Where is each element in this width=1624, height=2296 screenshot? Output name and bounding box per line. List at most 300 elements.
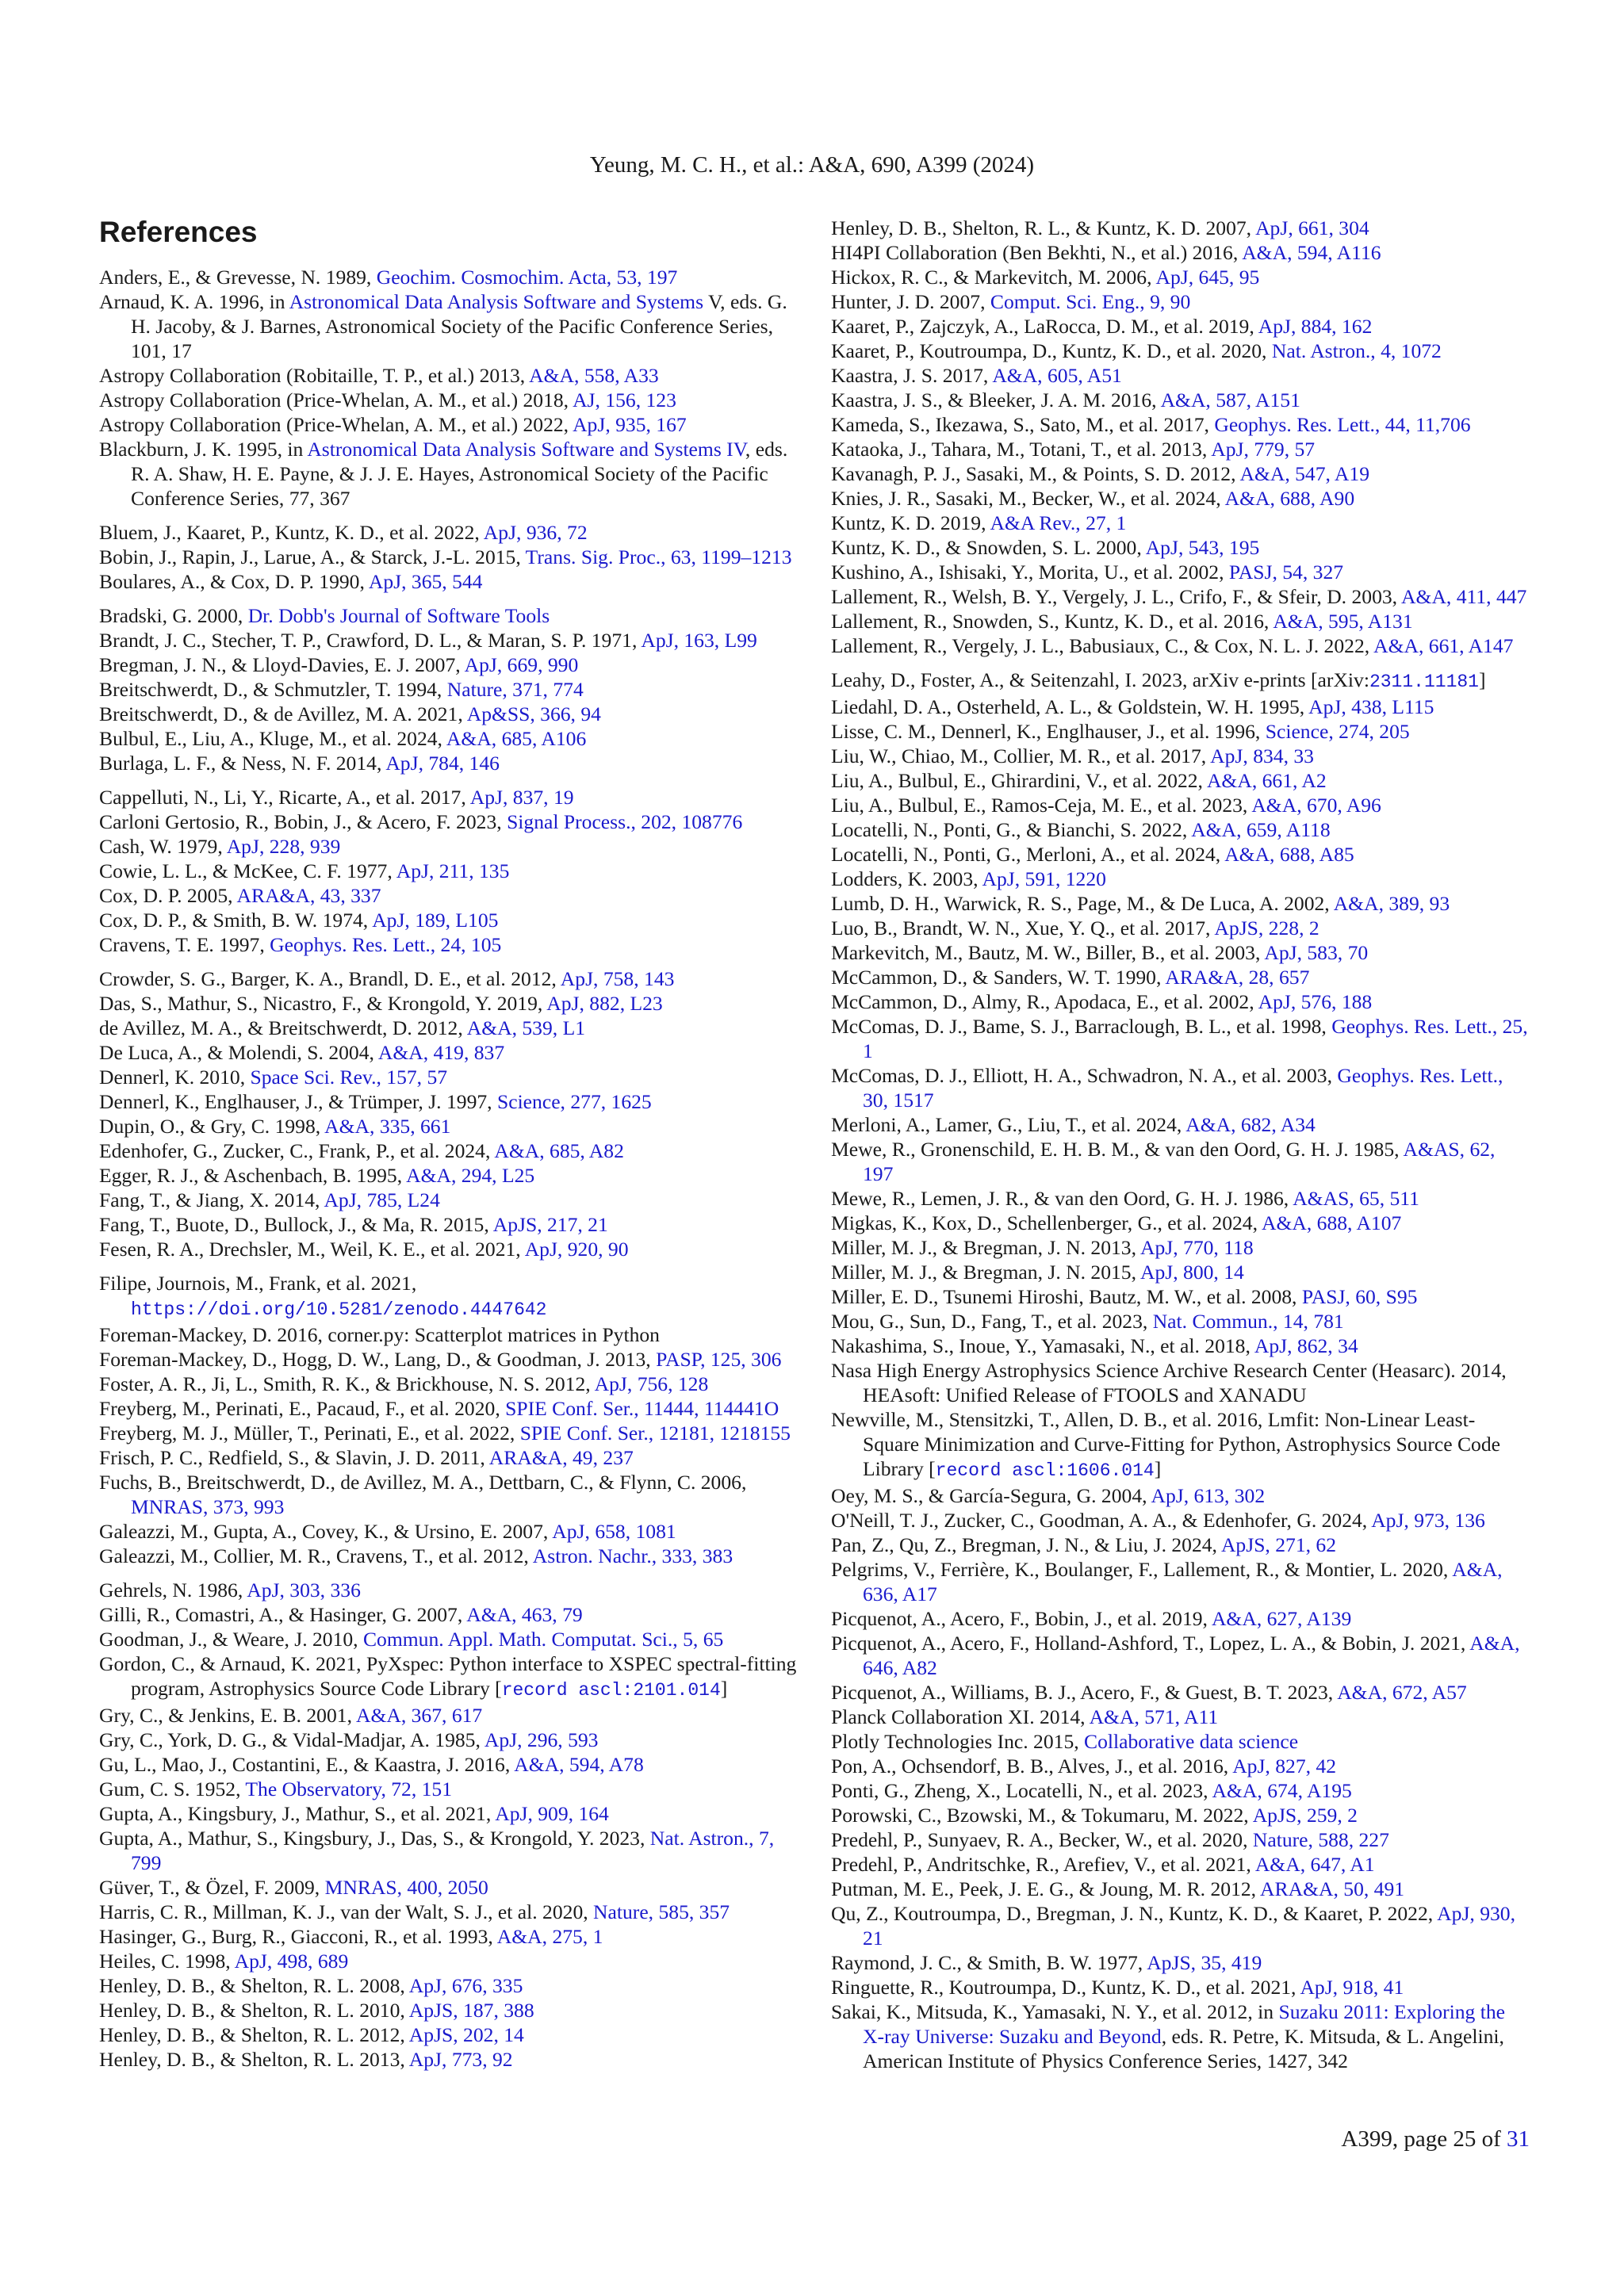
reference-link[interactable]: A&A, 685, A82 [494, 1139, 624, 1162]
reference-text: Gupta, A., Mathur, S., Kingsbury, J., Das, S., & Krongold, Y. 2023, [99, 1827, 650, 1850]
reference-text: Filipe, Journois, M., Frank, et al. 2021, [99, 1272, 417, 1295]
reference-link[interactable]: ApJ, 773, 92 [408, 2048, 513, 2071]
reference-link[interactable]: ApJ, 827, 42 [1232, 1755, 1337, 1777]
reference-link[interactable]: Nat. Commun., 14, 781 [1152, 1310, 1344, 1333]
reference-entry [831, 1260, 1529, 1284]
reference-link[interactable]: AJ, 156, 123 [573, 388, 676, 411]
reference-text: Henley, D. B., Shelton, R. L., & Kuntz, K. D. 2007, [831, 216, 1256, 239]
reference-text: Pon, A., Ochsendorf, B. B., Alves, J., et al. 2016, [831, 1755, 1233, 1777]
reference-link[interactable]: ARA&A, 50, 491 [1260, 1877, 1405, 1900]
reference-entry [831, 437, 1529, 461]
reference-link[interactable]: SPIE Conf. Ser., 12181, 1218155 [519, 1422, 791, 1445]
reference-link[interactable]: Astronomical Data Analysis Software and Systems [289, 290, 704, 313]
reference-text: Dennerl, K. 2010, [99, 1066, 251, 1089]
reference-link[interactable]: ApJS, 187, 388 [408, 1999, 534, 2022]
reference-text: Newville, M., Stensitzki, T., Allen, D. B., et al. 2016, Lmfit: Non-Linear Least-Square Minimization and Curve-Fitting for Python, Astrophysics Source Code Library [ [831, 1408, 1500, 1480]
reference-entry [99, 1421, 797, 1445]
reference-link[interactable]: A&A, 605, A51 [992, 364, 1122, 387]
reference-link[interactable]: record ascl:1606.014 [935, 1460, 1155, 1481]
reference-link[interactable]: ApJ, 661, 304 [1255, 216, 1369, 239]
reference-link[interactable]: MNRAS, 373, 993 [131, 1495, 285, 1518]
reference-entry [99, 1998, 797, 2022]
reference-link[interactable]: ApJ, 591, 1220 [982, 867, 1106, 890]
reference-text: Miller, M. J., & Bregman, J. N. 2015, [831, 1261, 1140, 1284]
reference-entry [831, 1309, 1529, 1334]
reference-entry [99, 1801, 797, 1826]
reference-link[interactable]: ApJ, 543, 195 [1145, 536, 1260, 559]
reference-text: Breitschwerdt, D., & Schmutzler, T. 1994, [99, 678, 447, 701]
reference-entry [831, 363, 1529, 388]
reference-link[interactable]: A&A, 672, A57 [1337, 1681, 1467, 1704]
reference-entry [831, 965, 1529, 989]
reference-entry [99, 2022, 797, 2047]
reference-link[interactable]: ApJ, 658, 1081 [552, 1520, 676, 1543]
reference-text: Cappelluti, N., Li, Y., Ricarte, A., et al. 2017, [99, 786, 470, 809]
reference-link[interactable]: Nat. Astron., 7, 799 [131, 1827, 775, 1874]
reference-text: Henley, D. B., & Shelton, R. L. 2010, [99, 1999, 409, 2022]
reference-link[interactable]: A&A, 688, A107 [1262, 1211, 1402, 1234]
reference-text: Cowie, L. L., & McKee, C. F. 1977, [99, 859, 396, 882]
reference-link[interactable]: ApJ, 669, 990 [464, 653, 579, 676]
reference-link[interactable]: ApJ, 800, 14 [1139, 1261, 1244, 1284]
reference-text: Galeazzi, M., Gupta, A., Covey, K., & Ursino, E. 2007, [99, 1520, 553, 1543]
reference-link[interactable]: ApJ, 189, L105 [372, 909, 499, 932]
reference-entry [831, 1729, 1529, 1754]
reference-text: Boulares, A., & Cox, D. P. 1990, [99, 570, 369, 593]
reference-text: Cash, W. 1979, [99, 835, 227, 858]
reference-text: Markevitch, M., Bautz, M. W., Biller, B., et al. 2003, [831, 941, 1265, 964]
reference-entry [831, 768, 1529, 793]
reference-link[interactable]: Collaborative data science [1084, 1730, 1299, 1753]
reference-link[interactable]: ApJ, 228, 939 [226, 835, 341, 858]
reference-entry [99, 628, 797, 652]
reference-entry [831, 412, 1529, 437]
reference-text: Liu, A., Bulbul, E., Ramos-Ceja, M. E., et al. 2023, [831, 794, 1252, 817]
reference-link[interactable]: https://doi.org/10.5281/zenodo.4447642 [131, 1299, 547, 1320]
reference-link[interactable]: Science, 274, 205 [1265, 720, 1410, 743]
reference-entry [99, 363, 797, 388]
reference-link[interactable]: Commun. Appl. Math. Computat. Sci., 5, 65 [362, 1628, 724, 1651]
reference-link[interactable]: Geochim. Cosmochim. Acta, 53, 197 [376, 266, 678, 289]
reference-link[interactable]: MNRAS, 400, 2050 [324, 1876, 488, 1899]
reference-link[interactable]: A&A, 463, 79 [466, 1603, 583, 1626]
reference-link[interactable]: ApJS, 259, 2 [1252, 1804, 1358, 1827]
reference-text: Anders, E., & Grevesse, N. 1989, [99, 266, 377, 289]
reference-link[interactable]: A&A, 685, A106 [446, 727, 587, 750]
running-head: Yeung, M. C. H., et al.: A&A, 690, A399 (2024) [589, 152, 1035, 178]
reference-text: Pan, Z., Qu, Z., Bregman, J. N., & Liu, J. 2024, [831, 1533, 1221, 1556]
reference-entry [831, 633, 1529, 658]
reference-entry [99, 265, 797, 289]
reference-text: Cravens, T. E. 1997, [99, 933, 270, 956]
reference-entry [831, 560, 1529, 584]
reference-link[interactable]: Nat. Astron., 4, 1072 [1271, 339, 1442, 362]
reference-link[interactable]: Astron. Nachr., 333, 383 [532, 1544, 733, 1567]
reference-link[interactable]: A&A, 594, A116 [1242, 241, 1381, 264]
reference-text: Nasa High Energy Astrophysics Science Archive Research Center (Heasarc). 2014, HEAsoft: Unified Release of FTOOLS and XANADU [831, 1359, 1507, 1406]
reference-link[interactable]: A&AS, 65, 511 [1293, 1187, 1419, 1210]
reference-link[interactable]: ApJ, 784, 146 [385, 752, 500, 775]
reference-link[interactable]: ApJ, 973, 136 [1371, 1509, 1485, 1532]
reference-link[interactable]: A&A, 682, A34 [1185, 1113, 1316, 1136]
reference-text: Locatelli, N., Ponti, G., & Bianchi, S. 2022, [831, 818, 1192, 841]
reference-link[interactable]: ApJS, 202, 14 [408, 2023, 524, 2046]
reference-text: Foreman-Mackey, D. 2016, corner.py: Scatterplot matrices in Python [99, 1323, 660, 1346]
reference-text: Plotly Technologies Inc. 2015, [831, 1730, 1085, 1753]
reference-link[interactable]: A&A Rev., 27, 1 [990, 511, 1127, 534]
reference-link[interactable]: SPIE Conf. Ser., 11444, 114441O [505, 1397, 779, 1420]
reference-text: Fesen, R. A., Drechsler, M., Weil, K. E., et al. 2021, [99, 1238, 525, 1261]
reference-text: Liu, W., Chiao, M., Collier, M. R., et al. 2017, [831, 744, 1211, 767]
reference-text: Blackburn, J. K. 1995, in [99, 438, 308, 461]
reference-link[interactable]: A&A, 659, A118 [1191, 818, 1331, 841]
reference-text: Cox, D. P. 2005, [99, 884, 237, 907]
reference-entry [831, 1827, 1529, 1852]
reference-entry [831, 1186, 1529, 1211]
reference-link[interactable]: Geophys. Res. Lett., 44, 11,706 [1214, 413, 1471, 436]
reference-text: Merloni, A., Lamer, G., Liu, T., et al. 2024, [831, 1113, 1186, 1136]
reference-entry [831, 1778, 1529, 1803]
reference-entry [99, 1271, 797, 1322]
reference-link[interactable]: ApJ, 918, 41 [1300, 1976, 1404, 1999]
reference-entry [99, 1040, 797, 1065]
reference-link[interactable]: ApJS, 35, 419 [1147, 1951, 1262, 1974]
reference-text: Sakai, K., Mitsuda, K., Yamasaki, N. Y., et al. 2012, in [831, 2000, 1279, 2023]
reference-link[interactable]: The Observatory, 72, 151 [245, 1777, 453, 1800]
reference-entry [831, 793, 1529, 817]
reference-text: Astropy Collaboration (Price-Whelan, A. M., et al.) 2018, [99, 388, 573, 411]
reference-entry [99, 1372, 797, 1396]
reference-link[interactable]: Nature, 585, 357 [593, 1900, 730, 1923]
reference-text: Planck Collaboration XI. 2014, [831, 1705, 1090, 1728]
reference-text: Brandt, J. C., Stecher, T. P., Crawford, D. L., & Maran, S. P. 1971, [99, 629, 642, 652]
reference-text: Mou, G., Sun, D., Fang, T., et al. 2023, [831, 1310, 1153, 1333]
reference-text: Crowder, S. G., Barger, K. A., Brandl, D. E., et al. 2012, [99, 967, 561, 990]
reference-link[interactable]: ApJ, 920, 90 [524, 1238, 629, 1261]
reference-entry [831, 1508, 1529, 1533]
reference-link[interactable]: ApJS, 271, 62 [1220, 1533, 1337, 1556]
reference-link[interactable]: A&A, 419, 837 [377, 1041, 505, 1064]
reference-entry [831, 1852, 1529, 1877]
reference-link[interactable]: A&A, 558, A33 [529, 364, 659, 387]
reference-text: Henley, D. B., & Shelton, R. L. 2008, [99, 1974, 409, 1997]
reference-entry [99, 1544, 797, 1568]
reference-entry [99, 520, 797, 545]
reference-link[interactable]: Trans. Sig. Proc., 63, 1199–1213 [525, 545, 792, 568]
total-pages-link[interactable]: 31 [1507, 2126, 1530, 2152]
reference-entry [99, 1016, 797, 1040]
reference-link[interactable]: Geophys. Res. Lett., 24, 105 [270, 933, 502, 956]
reference-text: Egger, R. J., & Aschenbach, B. 1995, [99, 1164, 407, 1187]
reference-link[interactable]: ApJ, 303, 336 [247, 1578, 361, 1601]
reference-text: Gilli, R., Comastri, A., & Hasinger, G. 2007, [99, 1603, 467, 1626]
reference-link[interactable]: ApJ, 583, 70 [1264, 941, 1369, 964]
reference-link[interactable]: A&AS, 62, 197 [863, 1138, 1496, 1185]
reference-entry [99, 437, 797, 511]
reference-entry [99, 1322, 797, 1347]
reference-text: Bulbul, E., Liu, A., Kluge, M., et al. 2024, [99, 727, 446, 750]
reference-text-tail: ] [1154, 1457, 1162, 1480]
reference-entry [99, 1396, 797, 1421]
reference-entry [99, 1627, 797, 1651]
reference-text: Lallement, R., Snowden, S., Kuntz, K. D., et al. 2016, [831, 610, 1274, 633]
reference-text: Kameda, S., Ikezawa, S., Sato, M., et al. 2017, [831, 413, 1215, 436]
reference-link[interactable]: A&A, 587, A151 [1160, 388, 1300, 411]
reference-entry [99, 859, 797, 883]
reference-link[interactable]: record ascl:2101.014 [501, 1680, 721, 1701]
reference-link[interactable]: ARA&A, 49, 237 [488, 1446, 634, 1469]
reference-link[interactable]: Geophys. Res. Lett., 25, 1 [863, 1015, 1528, 1062]
reference-text: Bobin, J., Rapin, J., Larue, A., & Starck, J.-L. 2015, [99, 545, 526, 568]
reference-link[interactable]: ARA&A, 28, 657 [1165, 966, 1310, 989]
reference-entry [831, 609, 1529, 633]
reference-link[interactable]: A&A, 670, A96 [1251, 794, 1381, 817]
reference-text-tail: , eds. R. A. Shaw, H. E. Payne, & J. J. E. Hayes, Astronomical Society of the Pacific Conference Series, 77, 367 [131, 438, 788, 510]
reference-link[interactable]: ApJS, 228, 2 [1214, 916, 1320, 939]
reference-link[interactable]: A&A, 367, 617 [355, 1704, 483, 1727]
reference-text: Foreman-Mackey, D., Hogg, D. W., Lang, D., & Goodman, J. 2013, [99, 1348, 657, 1371]
reference-text: Kuntz, K. D. 2019, [831, 511, 990, 534]
reference-entry [99, 1212, 797, 1237]
reference-link[interactable]: ApJ, 296, 593 [484, 1728, 599, 1751]
reference-entry [831, 668, 1529, 695]
reference-link[interactable]: A&A, 547, A19 [1239, 462, 1369, 485]
reference-entry [831, 388, 1529, 412]
reference-text: Raymond, J. C., & Smith, B. W. 1977, [831, 1951, 1147, 1974]
reference-text: Dupin, O., & Gry, C. 1998, [99, 1115, 325, 1138]
reference-link[interactable]: A&A, 674, A195 [1212, 1779, 1352, 1802]
reference-entry [99, 908, 797, 932]
reference-text: McCammon, D., Almy, R., Apodaca, E., et al. 2002, [831, 990, 1258, 1013]
reference-link[interactable]: ApJ, 936, 72 [483, 521, 588, 544]
references-right-column [831, 216, 1529, 2073]
reference-text: Henley, D. B., & Shelton, R. L. 2012, [99, 2023, 409, 2046]
reference-entry [99, 1728, 797, 1752]
reference-link[interactable]: ApJ, 576, 188 [1258, 990, 1373, 1013]
reference-entry [831, 1483, 1529, 1508]
reference-link[interactable]: ApJ, 756, 128 [594, 1372, 709, 1395]
reference-entry [99, 1703, 797, 1728]
reference-link[interactable]: PASJ, 60, S95 [1301, 1285, 1418, 1308]
reference-link[interactable]: A&A, 595, A131 [1273, 610, 1413, 633]
reference-link[interactable]: ApJ, 645, 95 [1155, 266, 1260, 289]
reference-text: Predehl, P., Sunyaev, R. A., Becker, W., et al. 2020, [831, 1828, 1253, 1851]
reference-entry [831, 1606, 1529, 1631]
reference-text: Liu, A., Bulbul, E., Ghirardini, V., et al. 2022, [831, 769, 1207, 792]
reference-link[interactable]: Geophys. Res. Lett., 30, 1517 [863, 1064, 1503, 1112]
reference-text: Luo, B., Brandt, W. N., Xue, Y. Q., et al. 2017, [831, 916, 1215, 939]
reference-text: Gordon, C., & Arnaud, K. 2021, PyXspec: Python interface to XSPEC spectral-fitting program, Astrophysics Source Code Library [ [99, 1652, 797, 1700]
reference-entry [831, 1631, 1529, 1680]
reference-link[interactable]: ApJ, 438, L115 [1308, 695, 1434, 718]
reference-entry [831, 1705, 1529, 1729]
reference-entry [99, 545, 797, 569]
reference-text: Ponti, G., Zheng, X., Locatelli, N., et al. 2023, [831, 1779, 1212, 1802]
reference-text: Edenhofer, G., Zucker, C., Frank, P., et al. 2024, [99, 1139, 495, 1162]
reference-link[interactable]: ApJ, 935, 167 [573, 413, 687, 436]
reference-link[interactable]: ApJ, 930, 21 [863, 1902, 1515, 1950]
reference-text: Nakashima, S., Inoue, Y., Yamasaki, N., et al. 2018, [831, 1334, 1254, 1357]
reference-text: Kaaret, P., Koutroumpa, D., Kuntz, K. D., et al. 2020, [831, 339, 1272, 362]
reference-link[interactable]: ApJ, 758, 143 [560, 967, 675, 990]
reference-entry [99, 1875, 797, 1900]
reference-link[interactable]: Space Sci. Rev., 157, 57 [250, 1066, 448, 1089]
reference-entry [831, 1137, 1529, 1186]
reference-entry [99, 751, 797, 775]
reference-text: Ringuette, R., Koutroumpa, D., Kuntz, K. D., et al. 2021, [831, 1976, 1300, 1999]
reference-text: Astropy Collaboration (Robitaille, T. P., et al.) 2013, [99, 364, 530, 387]
reference-entry [99, 1163, 797, 1188]
reference-link[interactable]: Nature, 371, 774 [446, 678, 584, 701]
reference-link[interactable]: ApJ, 770, 118 [1139, 1236, 1254, 1259]
reference-text: Harris, C. R., Millman, K. J., van der Walt, S. J., et al. 2020, [99, 1900, 594, 1923]
reference-link[interactable]: Science, 277, 1625 [496, 1090, 652, 1113]
reference-text: Cox, D. P., & Smith, B. W. 1974, [99, 909, 373, 932]
reference-text: Lisse, C. M., Dennerl, K., Englhauser, J., et al. 1996, [831, 720, 1266, 743]
reference-link[interactable]: A&A, 389, 93 [1333, 892, 1450, 915]
reference-entry [99, 1651, 797, 1703]
reference-entry [99, 2047, 797, 2072]
reference-text: Galeazzi, M., Collier, M. R., Cravens, T., et al. 2012, [99, 1544, 533, 1567]
reference-link[interactable]: ApJ, 163, L99 [641, 629, 757, 652]
reference-entry [99, 1237, 797, 1261]
reference-entry [831, 1803, 1529, 1827]
reference-text: Freyberg, M. J., Müller, T., Perinati, E., et al. 2022, [99, 1422, 520, 1445]
reference-link[interactable]: ARA&A, 43, 337 [236, 884, 381, 907]
reference-entry [831, 867, 1529, 891]
reference-text: de Avillez, M. A., & Breitschwerdt, D. 2012, [99, 1016, 467, 1039]
reference-link[interactable]: ApJS, 217, 21 [492, 1213, 608, 1236]
reference-text: Bregman, J. N., & Lloyd-Davies, E. J. 2007, [99, 653, 465, 676]
page-number-label: A399, page 25 of [1341, 2126, 1507, 2152]
reference-link[interactable]: ApJ, 676, 335 [408, 1974, 523, 1997]
reference-link[interactable]: A&A, 688, A85 [1224, 843, 1354, 866]
reference-entry [99, 1065, 797, 1089]
reference-link[interactable]: ApJ, 837, 19 [469, 786, 574, 809]
reference-link[interactable]: A&A, 646, A82 [863, 1632, 1520, 1679]
reference-entry [99, 412, 797, 437]
reference-link[interactable]: ApJ, 779, 57 [1211, 438, 1316, 461]
reference-link[interactable]: PASJ, 54, 327 [1228, 561, 1344, 584]
reference-link[interactable]: A&A, 627, A139 [1211, 1607, 1352, 1630]
reference-link[interactable]: Signal Process., 202, 108776 [507, 810, 743, 833]
reference-text: Arnaud, K. A. 1996, in [99, 290, 289, 313]
reference-link[interactable]: ApJ, 862, 34 [1254, 1334, 1358, 1357]
reference-text-tail: V, eds. G. H. Jacoby, & J. Barnes, Astronomical Society of the Pacific Conference Series, 101, 17 [131, 290, 787, 362]
reference-entry [99, 1752, 797, 1777]
reference-text: McComas, D. J., Elliott, H. A., Schwadron, N. A., et al. 2003, [831, 1064, 1338, 1087]
reference-link[interactable]: Dr. Dobb's Journal of Software Tools [247, 604, 550, 627]
reference-entry [99, 1347, 797, 1372]
reference-text: Gry, C., York, D. G., & Vidal-Madjar, A. 1985, [99, 1728, 485, 1751]
reference-text: Breitschwerdt, D., & de Avillez, M. A. 2021, [99, 702, 467, 725]
reference-link[interactable]: A&A, 594, A78 [514, 1753, 644, 1776]
reference-entry [831, 1754, 1529, 1778]
reference-entry [99, 1519, 797, 1544]
reference-text: De Luca, A., & Molendi, S. 2004, [99, 1041, 378, 1064]
reference-link[interactable]: PASP, 125, 306 [656, 1348, 782, 1371]
reference-entry [831, 817, 1529, 842]
reference-link[interactable]: A&A, 636, A17 [863, 1558, 1503, 1605]
reference-link[interactable]: A&A, 647, A1 [1254, 1853, 1375, 1876]
reference-entry [831, 461, 1529, 486]
reference-link[interactable]: A&A, 661, A2 [1206, 769, 1327, 792]
reference-link[interactable]: Ap&SS, 366, 94 [466, 702, 601, 725]
reference-text: McComas, D. J., Bame, S. J., Barraclough, B. L., et al. 1998, [831, 1015, 1332, 1038]
reference-entry [99, 785, 797, 809]
reference-text: Bradski, G. 2000, [99, 604, 248, 627]
reference-entry [99, 809, 797, 834]
reference-text: Dennerl, K., Englhauser, J., & Trümper, J. 1997, [99, 1090, 497, 1113]
reference-link[interactable]: Nature, 588, 227 [1252, 1828, 1389, 1851]
reference-entry [831, 216, 1529, 240]
reference-entry [99, 1114, 797, 1138]
reference-entry [831, 289, 1529, 314]
reference-text: Lallement, R., Vergely, J. L., Babusiaux, C., & Cox, N. L. J. 2022, [831, 634, 1374, 657]
reference-link[interactable]: Suzaku 2011: Exploring the X-ray Universe: Suzaku and Beyond [863, 2000, 1505, 2048]
reference-text: Lodders, K. 2003, [831, 867, 982, 890]
reference-entry [99, 702, 797, 726]
reference-entry [831, 891, 1529, 916]
reference-link[interactable]: A&A, 688, A90 [1224, 487, 1355, 510]
reference-entry [831, 511, 1529, 535]
reference-entry [831, 1211, 1529, 1235]
reference-link[interactable]: A&A, 335, 661 [324, 1115, 451, 1138]
reference-entry [99, 1826, 797, 1875]
reference-link[interactable]: ApJ, 882, L23 [546, 992, 663, 1015]
reference-link[interactable]: ApJ, 834, 33 [1210, 744, 1314, 767]
reference-entry [831, 339, 1529, 363]
reference-link[interactable]: A&A, 539, L1 [466, 1016, 586, 1039]
reference-entry [831, 1284, 1529, 1309]
reference-link[interactable]: Comput. Sci. Eng., 9, 90 [990, 290, 1191, 313]
reference-link[interactable]: A&A, 294, L25 [406, 1164, 535, 1187]
reference-text: Lumb, D. H., Warwick, R. S., Page, M., & De Luca, A. 2002, [831, 892, 1334, 915]
reference-text: Kataoka, J., Tahara, M., Totani, T., et al. 2013, [831, 438, 1212, 461]
reference-entry [831, 1063, 1529, 1112]
reference-text: Kuntz, K. D., & Snowden, S. L. 2000, [831, 536, 1146, 559]
reference-entry [831, 1358, 1529, 1407]
reference-link[interactable]: ApJ, 365, 544 [368, 570, 483, 593]
reference-text: Freyberg, M., Perinati, E., Pacaud, F., et al. 2020, [99, 1397, 506, 1420]
reference-text: Predehl, P., Andritschke, R., Arefiev, V., et al. 2021, [831, 1853, 1255, 1876]
reference-text: Mewe, R., Gronenschild, E. H. B. M., & van den Oord, G. H. J. 1985, [831, 1138, 1404, 1161]
reference-entry [831, 1334, 1529, 1358]
reference-link[interactable]: A&A, 571, A11 [1089, 1705, 1219, 1728]
reference-text: Mewe, R., Lemen, J. R., & van den Oord, G. H. J. 1986, [831, 1187, 1293, 1210]
reference-link[interactable]: ApJ, 613, 302 [1151, 1484, 1266, 1507]
reference-text: Leahy, D., Foster, A., & Seitenzahl, I. 2023, arXiv e-prints [arXiv: [831, 668, 1369, 691]
reference-link[interactable]: ApJ, 884, 162 [1258, 315, 1373, 338]
reference-entry [831, 695, 1529, 719]
reference-text: Fang, T., & Jiang, X. 2014, [99, 1188, 324, 1211]
reference-link[interactable]: A&A, 411, 447 [1401, 585, 1527, 608]
reference-link[interactable]: ApJ, 498, 689 [234, 1950, 349, 1973]
reference-link[interactable]: ApJ, 785, L24 [324, 1188, 440, 1211]
reference-entry [831, 842, 1529, 867]
reference-link[interactable]: ApJ, 211, 135 [396, 859, 510, 882]
reference-entry [99, 677, 797, 702]
reference-text: Qu, Z., Koutroumpa, D., Bregman, J. N., Kuntz, K. D., & Kaaret, P. 2022, [831, 1902, 1438, 1925]
reference-link[interactable]: ApJ, 909, 164 [495, 1802, 609, 1825]
reference-entry [99, 289, 797, 363]
reference-text: Goodman, J., & Weare, J. 2010, [99, 1628, 363, 1651]
reference-link[interactable]: 2311.11181 [1369, 672, 1479, 692]
reference-text: Gu, L., Mao, J., Costantini, E., & Kaastra, J. 2016, [99, 1753, 515, 1776]
reference-link[interactable]: Astronomical Data Analysis Software and Systems IV [307, 438, 745, 461]
reference-link[interactable]: A&A, 275, 1 [496, 1925, 603, 1948]
reference-link[interactable]: A&A, 661, A147 [1373, 634, 1514, 657]
